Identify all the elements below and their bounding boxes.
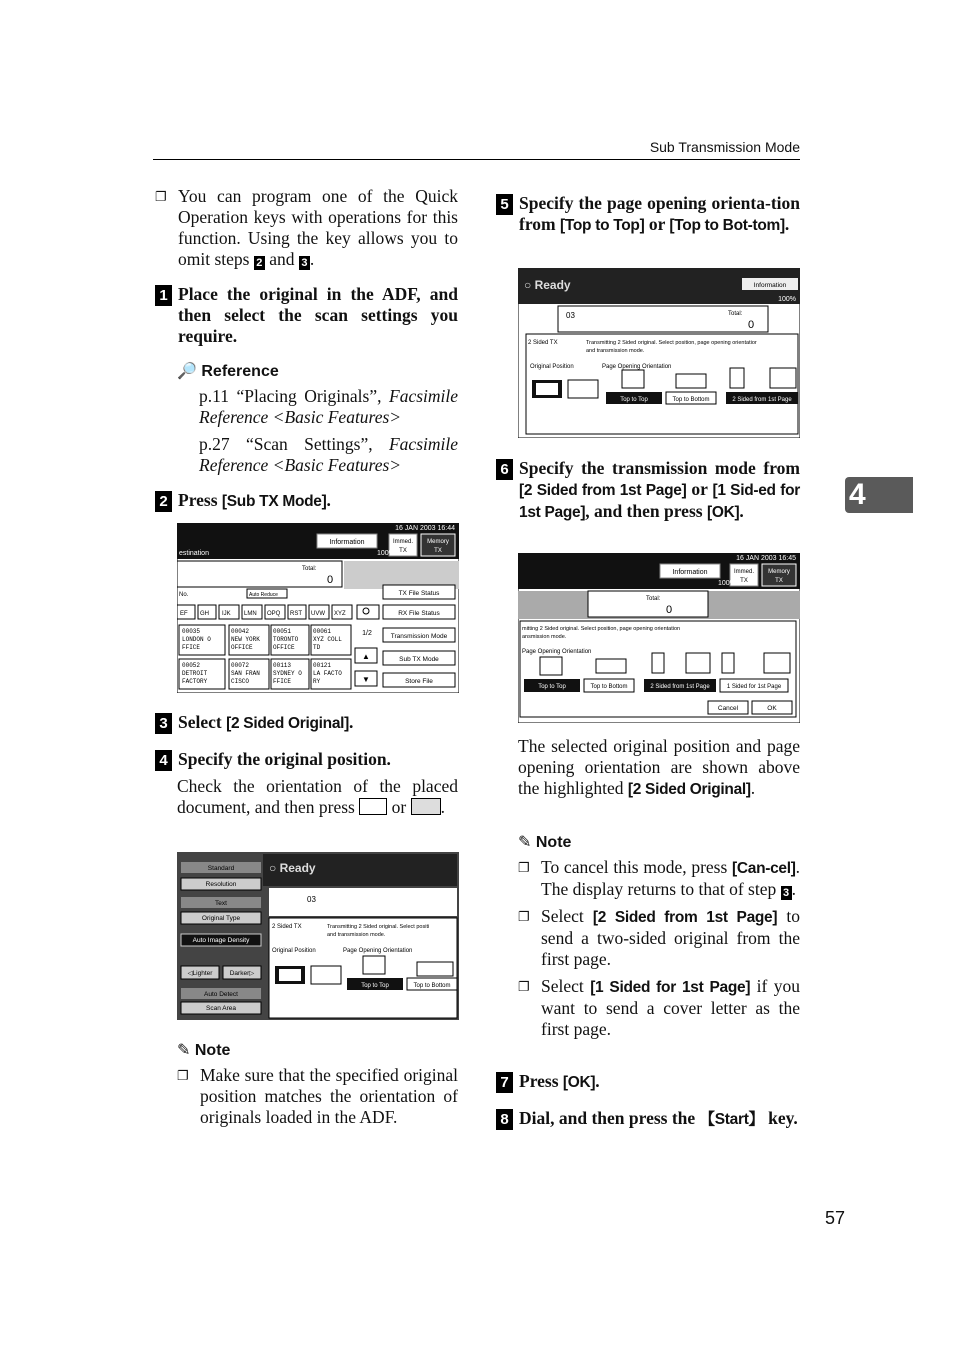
left-column <box>155 186 458 270</box>
svg-text:Auto Detect: Auto Detect <box>204 991 238 998</box>
original-position-icon-2 <box>411 798 441 815</box>
screenshot-transmission-mode <box>518 553 800 723</box>
svg-text:and transmission mode.: and transmission mode. <box>586 348 645 354</box>
svg-text:Standard: Standard <box>207 865 235 872</box>
svg-text:LONDON O: LONDON O <box>182 636 211 643</box>
step-5: 5 Specify the page opening orienta-tion from [Top to Top] or [Top to Bot-tom]. <box>496 193 800 236</box>
svg-text:1 Sided for 1st Page: 1 Sided for 1st Page <box>726 684 782 690</box>
svg-text:Transmitting 2 Sided original.: Transmitting 2 Sided original. Select position, page opening orientatior <box>586 340 757 346</box>
svg-text:Original Type: Original Type <box>201 915 241 922</box>
svg-text:○ Ready: ○ Ready <box>524 278 571 292</box>
svg-text:Immed.: Immed. <box>733 569 755 575</box>
svg-text:IJK: IJK <box>222 611 231 617</box>
svg-text:Resolution: Resolution <box>205 881 237 888</box>
step-ref-3: 3 <box>299 256 310 270</box>
svg-text:Total:: Total: <box>646 596 661 602</box>
step-7: 7 Press [OK]. <box>496 1071 800 1093</box>
svg-text:Sub TX Mode: Sub TX Mode <box>399 656 439 663</box>
step-ref-2: 2 <box>254 256 265 270</box>
svg-text:00121: 00121 <box>313 662 332 669</box>
svg-text:and transmission mode.: and transmission mode. <box>327 932 386 938</box>
svg-text:DETROIT: DETROIT <box>182 670 208 677</box>
svg-text:TORONTO: TORONTO <box>273 636 299 643</box>
reference-line-2: p.27 “Scan Settings”, Facsimile Reference <Basic Features> <box>199 434 458 475</box>
svg-text:GH: GH <box>200 611 209 617</box>
svg-text:XYZ: XYZ <box>334 611 346 617</box>
svg-text:OFFICE: OFFICE <box>273 644 295 651</box>
note-left: ✎ Note ❐ Make sure that the specified original position matches the orientation of originals loaded in the ADF. <box>177 1040 458 1128</box>
note-bullet-3: ❐ Select [1 Sided for 1st Page] if you want to send a cover letter as the first page. <box>518 976 800 1040</box>
step-number: 1 <box>155 285 172 306</box>
page-number: 57 <box>824 1208 845 1228</box>
svg-text:OFFICE: OFFICE <box>231 644 253 651</box>
svg-text:0: 0 <box>748 319 755 331</box>
svg-text:2 Sided from 1st Page: 2 Sided from 1st Page <box>732 397 792 403</box>
svg-text:00042: 00042 <box>231 628 250 635</box>
svg-text:1/2: 1/2 <box>362 630 372 637</box>
svg-text:NEW YORK: NEW YORK <box>231 636 260 643</box>
svg-text:RST: RST <box>290 611 302 617</box>
svg-text:No.: No. <box>179 592 189 598</box>
svg-text:TX File Status: TX File Status <box>398 590 440 597</box>
reference-title: 🔎 Reference <box>177 363 279 380</box>
svg-text:○ Ready: ○ Ready <box>269 861 316 875</box>
svg-text:FACTORY: FACTORY <box>182 678 208 685</box>
svg-text:Transmitting 2 Sided original.: Transmitting 2 Sided original. Select positi <box>327 924 430 930</box>
svg-text:SAN FRAN: SAN FRAN <box>231 670 260 677</box>
svg-text:Information: Information <box>753 282 787 289</box>
reference-block <box>177 361 458 476</box>
step-2: 2 Press [Sub TX Mode]. <box>155 490 458 512</box>
original-position-icon-1 <box>359 798 387 815</box>
svg-text:Text: Text <box>215 900 227 907</box>
svg-text:▲: ▲ <box>362 652 370 661</box>
reference-icon: 🔎 <box>177 363 197 380</box>
svg-text:ansmission mode.: ansmission mode. <box>522 634 567 640</box>
svg-text:Information: Information <box>329 539 365 546</box>
step-4: 4 Specify the original position. Check the orientation of the placed document, and then press or . <box>155 749 458 818</box>
svg-text:00061: 00061 <box>313 628 332 635</box>
svg-text:Top to Bottom: Top to Bottom <box>672 397 710 403</box>
svg-text:TX: TX <box>399 548 407 554</box>
screenshot-page-orientation <box>518 268 800 438</box>
svg-text:Memory: Memory <box>768 569 790 575</box>
svg-text:00052: 00052 <box>182 662 201 669</box>
svg-text:FFICE: FFICE <box>273 678 292 685</box>
svg-text:00051: 00051 <box>273 628 292 635</box>
svg-text:Top to Top: Top to Top <box>361 983 389 989</box>
svg-text:Top to Top: Top to Top <box>620 397 648 403</box>
svg-text:Transmission Mode: Transmission Mode <box>390 633 448 640</box>
svg-text:Total:: Total: <box>302 566 317 572</box>
screenshot-destination-list <box>177 523 459 693</box>
after-step-6-text: The selected original position and page opening orientation are shown above the highlighted [2 Sided Original]. <box>518 736 800 798</box>
svg-text:Auto Reduce: Auto Reduce <box>249 592 278 598</box>
intro-bullet: ❐ You can program one of the Quick Operation keys with operations for this function. Using the key allows you to omit steps 2 and 3 . <box>155 186 458 270</box>
pencil-icon: ✎ <box>518 834 532 851</box>
svg-text:100%: 100% <box>718 580 736 587</box>
svg-text:estination: estination <box>179 550 209 557</box>
note-right: ✎ Note ❐ To cancel this mode, press [Can-cel]. The display returns to that of step 3 . ❐ Select [2 Sided from 1st Page] to send a two-sided original from the first page. ❐ Select [1 Sided for 1st Page] if you want to send a cover letter as the first page. <box>518 832 800 1040</box>
svg-text:Immed.: Immed. <box>392 539 414 545</box>
step-4-body: Check the orientation of the placed document, and then press or . <box>177 776 458 817</box>
step-1: 1 Place the original in the ADF, and then select the scan settings you require. <box>155 284 458 347</box>
svg-text:LMN: LMN <box>244 611 257 617</box>
svg-text:Top to Bottom: Top to Bottom <box>413 983 451 989</box>
header-title: Sub Transmission Mode <box>649 139 800 155</box>
svg-text:Store File: Store File <box>405 678 433 685</box>
svg-text:00035: 00035 <box>182 628 201 635</box>
step-6: 6 Specify the transmission mode from [2 Sided from 1st Page] or [1 Sid-ed for 1st Page], and then press [OK]. <box>496 458 800 523</box>
svg-text:2 Sided from 1st Page: 2 Sided from 1st Page <box>650 684 710 690</box>
svg-text:Top to Top: Top to Top <box>538 684 566 690</box>
svg-text:2 Sided TX: 2 Sided TX <box>272 924 302 930</box>
svg-text:Scan Area: Scan Area <box>206 1005 236 1012</box>
svg-text:CISCO: CISCO <box>231 678 250 685</box>
svg-text:OK: OK <box>767 705 777 712</box>
step-8: 8 Dial, and then press the 【Start】 key. <box>496 1108 800 1130</box>
svg-text:TX: TX <box>434 548 442 554</box>
svg-text:EF: EF <box>180 611 188 617</box>
svg-text:TX: TX <box>740 578 748 584</box>
svg-text:XYZ COLL: XYZ COLL <box>313 636 342 643</box>
svg-text:RY: RY <box>313 678 321 685</box>
svg-text:mitting 2 Sided original. Sele: mitting 2 Sided original. Select position, page opening orientation <box>522 626 681 632</box>
date-label: 16 JAN 2003 16:44 <box>395 525 455 532</box>
svg-text:0: 0 <box>666 604 673 616</box>
reference-line-1: p.11 “Placing Originals”, Facsimile Reference <Basic Features> <box>199 386 459 427</box>
svg-text:Page Opening Orientation: Page Opening Orientation <box>602 364 672 370</box>
svg-text:UVW: UVW <box>311 611 325 617</box>
svg-text:00113: 00113 <box>273 662 292 669</box>
svg-text:Darker▷: Darker▷ <box>229 970 255 977</box>
svg-text:FFICE: FFICE <box>182 644 201 651</box>
svg-text:OPQ: OPQ <box>267 611 281 617</box>
svg-text:SYDNEY O: SYDNEY O <box>273 670 302 677</box>
svg-text:100%: 100% <box>377 550 395 557</box>
svg-text:00072: 00072 <box>231 662 250 669</box>
step-3: 3 Select [2 Sided Original]. <box>155 712 458 734</box>
svg-text:16 JAN 2003 16:45: 16 JAN 2003 16:45 <box>736 555 796 562</box>
pencil-icon: ✎ <box>177 1042 191 1059</box>
svg-text:Page Opening Orientation: Page Opening Orientation <box>522 649 592 655</box>
svg-text:03: 03 <box>307 895 316 904</box>
chapter-tab: 4 <box>845 477 913 513</box>
running-header <box>153 139 800 160</box>
svg-text:Auto Image Density: Auto Image Density <box>192 937 250 944</box>
svg-text:TX: TX <box>775 578 783 584</box>
svg-text:2 Sided TX: 2 Sided TX <box>528 340 558 346</box>
note-bullet-1: ❐ To cancel this mode, press [Can-cel]. The display returns to that of step 3 . <box>518 857 800 900</box>
svg-text:LA FACTO: LA FACTO <box>313 670 342 677</box>
screenshot-original-position <box>177 852 459 1020</box>
svg-text:Memory: Memory <box>427 539 449 545</box>
svg-text:03: 03 <box>566 311 575 320</box>
svg-text:TD: TD <box>313 644 321 651</box>
svg-text:Total:: Total: <box>728 311 743 317</box>
svg-text:RX File Status: RX File Status <box>398 610 440 617</box>
svg-text:Information: Information <box>672 569 708 576</box>
note-bullet-2: ❐ Select [2 Sided from 1st Page] to send a two-sided original from the first page. <box>518 906 800 970</box>
svg-text:100%: 100% <box>778 296 796 303</box>
svg-text:Page Opening Orientation: Page Opening Orientation <box>343 948 413 954</box>
svg-text:0: 0 <box>327 574 334 586</box>
svg-text:◁Lighter: ◁Lighter <box>187 970 213 977</box>
svg-text:Original Position: Original Position <box>272 948 316 954</box>
svg-text:▼: ▼ <box>362 675 370 684</box>
svg-text:Cancel: Cancel <box>717 705 739 712</box>
svg-text:Original Position: Original Position <box>530 364 574 370</box>
svg-text:Top to Bottom: Top to Bottom <box>590 684 628 690</box>
